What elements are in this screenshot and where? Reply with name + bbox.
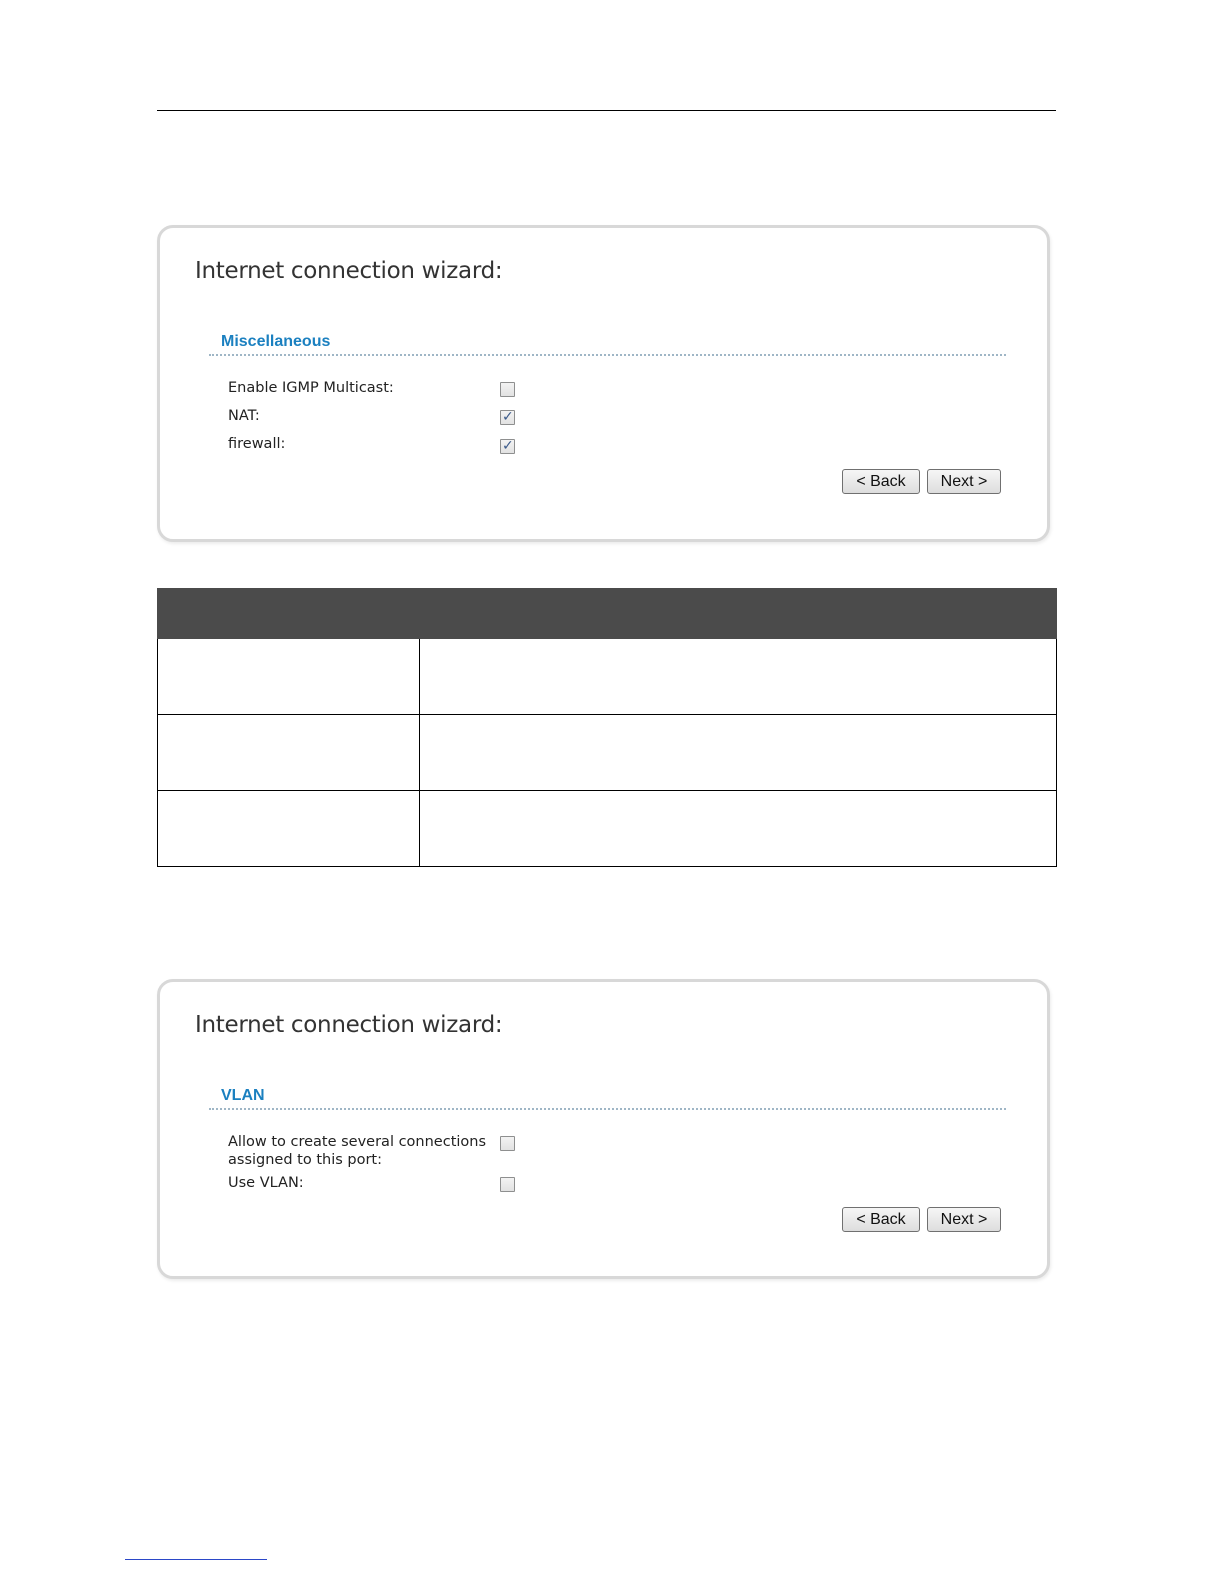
firewall-label: firewall: — [228, 436, 286, 452]
igmp-multicast-label: Enable IGMP Multicast: — [228, 380, 394, 396]
parameter-table — [157, 588, 1057, 867]
table-header-cell — [420, 589, 1057, 639]
next-button[interactable]: Next > — [927, 469, 1001, 494]
section-title-vlan: VLAN — [221, 1087, 265, 1104]
table-cell — [158, 639, 420, 715]
wizard-panel-vlan — [157, 979, 1050, 1279]
checkmark-icon: ✓ — [502, 438, 514, 454]
section-title-miscellaneous: Miscellaneous — [221, 333, 331, 350]
wizard-panel-miscellaneous — [157, 225, 1050, 542]
nat-checkbox[interactable] — [500, 410, 515, 425]
table-cell — [420, 791, 1057, 867]
back-button[interactable]: < Back — [842, 1207, 920, 1232]
table-cell — [420, 639, 1057, 715]
table-header-row — [158, 589, 1057, 639]
use-vlan-checkbox[interactable] — [500, 1177, 515, 1192]
table-row — [158, 715, 1057, 791]
table-header-cell — [158, 589, 420, 639]
section-divider — [209, 1108, 1006, 1110]
multiple-connections-label — [228, 1133, 486, 1169]
wizard-title: Internet connection wizard: — [195, 258, 503, 284]
igmp-multicast-checkbox[interactable] — [500, 382, 515, 397]
table-cell — [420, 715, 1057, 791]
checkmark-icon: ✓ — [502, 409, 514, 425]
section-divider — [209, 354, 1006, 356]
multiple-connections-label-line2: assigned to this port: — [228, 1152, 382, 1168]
multiple-connections-checkbox[interactable] — [500, 1136, 515, 1151]
nat-label: NAT: — [228, 408, 260, 424]
multiple-connections-label-line1: Allow to create several connections — [228, 1134, 487, 1150]
firewall-checkbox[interactable] — [500, 439, 515, 454]
wizard-title: Internet connection wizard: — [195, 1012, 503, 1038]
table-row — [158, 791, 1057, 867]
header-rule — [157, 110, 1056, 111]
table-cell — [158, 791, 420, 867]
footer-link-underline — [125, 1559, 267, 1560]
back-button[interactable]: < Back — [842, 469, 920, 494]
table-row — [158, 639, 1057, 715]
use-vlan-label: Use VLAN: — [228, 1175, 304, 1191]
table-cell — [158, 715, 420, 791]
next-button[interactable]: Next > — [927, 1207, 1001, 1232]
